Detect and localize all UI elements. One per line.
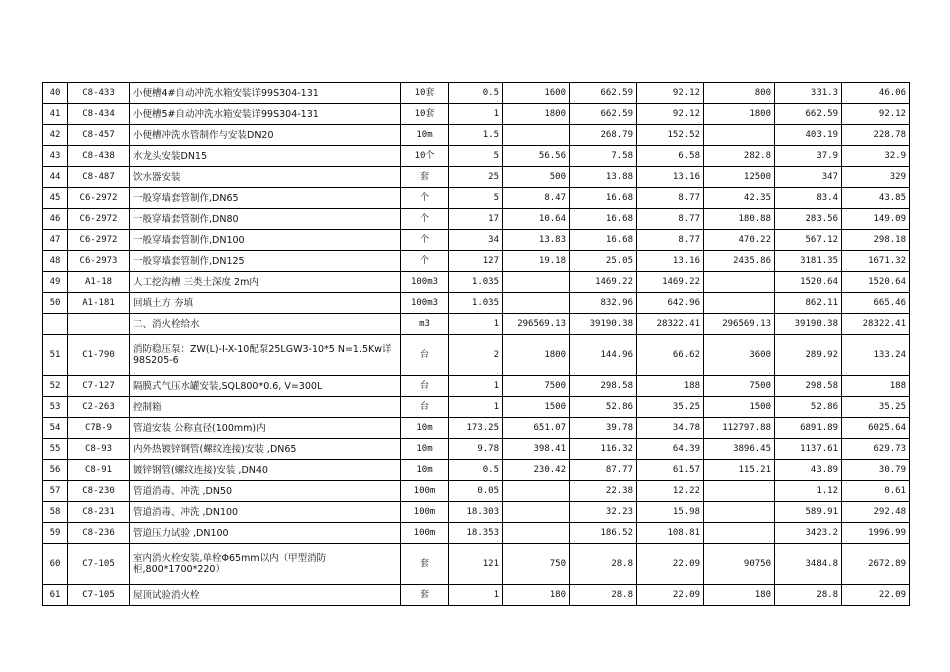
item-name-cell: 屋顶试验消火栓 [130,585,401,606]
total-price-cell: 28.8 [775,585,842,606]
total-base-price-cell: 1800 [704,104,775,125]
unit-cell: 10m [401,418,449,439]
total-labor-cost-cell: 32.9 [842,146,910,167]
unit-cell: m3 [401,314,449,335]
total-price-cell: 3181.35 [775,251,842,272]
unit-cell: 10m [401,460,449,481]
item-name-cell: 隔膜式气压水罐安装,SQL800*0.6, V=300L [130,376,401,397]
unit-cell: 10套 [401,83,449,104]
base-price-cell: 10.64 [503,209,570,230]
base-price-cell: 398.41 [503,439,570,460]
quantity-cell: 34 [449,230,503,251]
table-row [43,209,910,230]
total-labor-cost-cell: 292.48 [842,502,910,523]
table-row [43,439,910,460]
quantity-cell: 1.5 [449,125,503,146]
total-price-cell: 52.86 [775,397,842,418]
total-base-price-cell: 42.35 [704,188,775,209]
unit-cell: 个 [401,209,449,230]
total-price-cell: 3423.2 [775,523,842,544]
total-price-cell: 403.19 [775,125,842,146]
quantity-cell: 0.05 [449,481,503,502]
total-price-cell: 1.12 [775,481,842,502]
labor-cost-cell: 1469.22 [637,272,704,293]
unit-price-cell: 52.86 [570,397,637,418]
table-row [43,230,910,251]
item-name-cell: 一般穿墙套管制作,DN125 [130,251,401,272]
total-price-cell: 1520.64 [775,272,842,293]
total-base-price-cell: 282.8 [704,146,775,167]
total-base-price-cell: 1500 [704,397,775,418]
total-labor-cost-cell: 28322.41 [842,314,910,335]
total-price-cell: 83.4 [775,188,842,209]
unit-cell: 10套 [401,104,449,125]
total-base-price-cell: 2435.86 [704,251,775,272]
quantity-cell: 1 [449,397,503,418]
unit-cell: 10个 [401,146,449,167]
row-number-cell: 48 [43,251,68,272]
item-name-cell: 二、消火栓给水 [130,314,401,335]
unit-cell: 台 [401,335,449,376]
unit-price-cell: 832.96 [570,293,637,314]
quantity-cell: 1.035 [449,272,503,293]
table-row [43,272,910,293]
base-price-cell [503,272,570,293]
labor-cost-cell: 8.77 [637,188,704,209]
base-price-cell: 8.47 [503,188,570,209]
item-name-cell: 小便槽冲洗水管制作与安装DN20 [130,125,401,146]
labor-cost-cell: 642.96 [637,293,704,314]
quota-code-cell: C8-231 [68,502,130,523]
quantity-cell: 5 [449,188,503,209]
quantity-cell: 9.78 [449,439,503,460]
total-base-price-cell: 90750 [704,544,775,585]
table-row [43,146,910,167]
labor-cost-cell: 8.77 [637,209,704,230]
total-base-price-cell [704,125,775,146]
total-price-cell: 3484.8 [775,544,842,585]
base-price-cell: 750 [503,544,570,585]
labor-cost-cell: 64.39 [637,439,704,460]
labor-cost-cell: 22.09 [637,544,704,585]
quantity-cell: 173.25 [449,418,503,439]
base-price-cell: 19.18 [503,251,570,272]
total-base-price-cell: 180 [704,585,775,606]
unit-cell: 100m3 [401,293,449,314]
quantity-cell: 0.5 [449,460,503,481]
table-row [43,293,910,314]
labor-cost-cell: 34.78 [637,418,704,439]
quota-code-cell: C8-438 [68,146,130,167]
quota-code-cell: C8-434 [68,104,130,125]
row-number-cell: 42 [43,125,68,146]
quota-code-cell [68,314,130,335]
table-body [43,83,910,606]
total-labor-cost-cell: 0.61 [842,481,910,502]
total-base-price-cell [704,272,775,293]
base-price-cell: 180 [503,585,570,606]
labor-cost-cell: 188 [637,376,704,397]
table-row [43,585,910,606]
total-labor-cost-cell: 133.24 [842,335,910,376]
total-labor-cost-cell: 329 [842,167,910,188]
quantity-cell: 0.5 [449,83,503,104]
labor-cost-cell: 13.16 [637,167,704,188]
total-labor-cost-cell: 1996.99 [842,523,910,544]
row-number-cell [43,314,68,335]
table-row [43,104,910,125]
item-name-cell: 管道安装 公称直径(100mm)内 [130,418,401,439]
total-base-price-cell [704,502,775,523]
quota-code-cell: A1-18 [68,272,130,293]
quota-code-cell: C8-236 [68,523,130,544]
labor-cost-cell: 92.12 [637,83,704,104]
unit-price-cell: 87.77 [570,460,637,481]
labor-cost-cell: 61.57 [637,460,704,481]
unit-price-cell: 25.05 [570,251,637,272]
table-row [43,188,910,209]
labor-cost-cell: 6.58 [637,146,704,167]
total-base-price-cell: 800 [704,83,775,104]
base-price-cell: 1500 [503,397,570,418]
row-number-cell: 57 [43,481,68,502]
unit-cell: 个 [401,230,449,251]
unit-cell: 10m [401,439,449,460]
table-row [43,481,910,502]
base-price-cell: 651.07 [503,418,570,439]
table-row [43,83,910,104]
base-price-cell: 500 [503,167,570,188]
total-base-price-cell: 296569.13 [704,314,775,335]
base-price-cell: 56.56 [503,146,570,167]
total-labor-cost-cell: 6025.64 [842,418,910,439]
row-number-cell: 49 [43,272,68,293]
quantity-cell: 1 [449,585,503,606]
unit-cell: 个 [401,188,449,209]
base-price-cell [503,523,570,544]
total-labor-cost-cell: 1520.64 [842,272,910,293]
unit-price-cell: 16.68 [570,230,637,251]
quota-code-cell: C8-433 [68,83,130,104]
table-row [43,418,910,439]
unit-cell: 台 [401,376,449,397]
total-price-cell: 283.56 [775,209,842,230]
quota-code-cell: C8-487 [68,167,130,188]
labor-cost-cell: 8.77 [637,230,704,251]
item-name-cell: 管道消毒、冲洗 ,DN100 [130,502,401,523]
table-row [43,251,910,272]
total-price-cell: 862.11 [775,293,842,314]
total-labor-cost-cell: 43.85 [842,188,910,209]
item-name-cell: 室内消火栓安装,单栓Φ65mm以内（甲型消防柜,800*1700*220） [130,544,401,585]
quota-code-cell: A1-181 [68,293,130,314]
labor-cost-cell: 28322.41 [637,314,704,335]
total-price-cell: 589.91 [775,502,842,523]
base-price-cell [503,125,570,146]
quota-code-cell: C2-263 [68,397,130,418]
labor-cost-cell: 66.62 [637,335,704,376]
total-base-price-cell: 7500 [704,376,775,397]
total-labor-cost-cell: 2672.89 [842,544,910,585]
total-labor-cost-cell: 30.79 [842,460,910,481]
total-base-price-cell: 115.21 [704,460,775,481]
total-base-price-cell: 180.88 [704,209,775,230]
table-row [43,376,910,397]
total-price-cell: 39190.38 [775,314,842,335]
quantity-cell: 1 [449,376,503,397]
item-name-cell: 管道压力试验 ,DN100 [130,523,401,544]
unit-cell: 套 [401,585,449,606]
row-number-cell: 59 [43,523,68,544]
total-base-price-cell [704,293,775,314]
total-labor-cost-cell: 188 [842,376,910,397]
base-price-cell: 1800 [503,335,570,376]
quota-code-cell: C1-790 [68,335,130,376]
item-name-cell: 小便槽5#自动冲洗水箱安装详99S304-131 [130,104,401,125]
item-name-cell: 饮水器安装 [130,167,401,188]
row-number-cell: 40 [43,83,68,104]
unit-cell: 100m [401,523,449,544]
quantity-cell: 25 [449,167,503,188]
item-name-cell: 消防稳压泵：ZW(L)-I-X-10配泵25LGW3-10*5 N=1.5Kw详98S205-6 [130,335,401,376]
unit-price-cell: 39190.38 [570,314,637,335]
total-labor-cost-cell: 149.09 [842,209,910,230]
total-price-cell: 1137.61 [775,439,842,460]
item-name-cell: 小便槽4#自动冲洗水箱安装详99S304-131 [130,83,401,104]
total-price-cell: 331.3 [775,83,842,104]
unit-cell: 100m [401,502,449,523]
base-price-cell: 296569.13 [503,314,570,335]
table-row [43,502,910,523]
unit-cell: 台 [401,397,449,418]
total-price-cell: 662.59 [775,104,842,125]
table-row [43,314,910,335]
quota-code-cell: C7-105 [68,544,130,585]
table-row [43,523,910,544]
unit-price-cell: 268.79 [570,125,637,146]
base-price-cell: 13.83 [503,230,570,251]
total-base-price-cell: 12500 [704,167,775,188]
total-base-price-cell: 3600 [704,335,775,376]
total-labor-cost-cell: 629.73 [842,439,910,460]
item-name-cell: 镀锌钢管(螺纹连接)安装 ,DN40 [130,460,401,481]
total-labor-cost-cell: 22.09 [842,585,910,606]
item-name-cell: 一般穿墙套管制作,DN80 [130,209,401,230]
unit-price-cell: 298.58 [570,376,637,397]
quota-code-cell: C7-105 [68,585,130,606]
unit-price-cell: 28.8 [570,585,637,606]
total-labor-cost-cell: 46.06 [842,83,910,104]
row-number-cell: 52 [43,376,68,397]
quota-code-cell: C6-2972 [68,209,130,230]
base-price-cell: 7500 [503,376,570,397]
quantity-cell: 18.353 [449,523,503,544]
total-price-cell: 567.12 [775,230,842,251]
unit-price-cell: 116.32 [570,439,637,460]
unit-price-cell: 22.38 [570,481,637,502]
unit-price-cell: 144.96 [570,335,637,376]
total-base-price-cell [704,481,775,502]
base-price-cell [503,293,570,314]
unit-price-cell: 13.88 [570,167,637,188]
quantity-cell: 18.303 [449,502,503,523]
item-name-cell: 内外热镀锌钢管(螺纹连接)安装 ,DN65 [130,439,401,460]
unit-cell: 套 [401,544,449,585]
table-row [43,167,910,188]
budget-table [42,82,910,606]
row-number-cell: 43 [43,146,68,167]
total-labor-cost-cell: 298.18 [842,230,910,251]
quantity-cell: 1 [449,314,503,335]
row-number-cell: 47 [43,230,68,251]
base-price-cell [503,502,570,523]
total-labor-cost-cell: 228.78 [842,125,910,146]
quantity-cell: 2 [449,335,503,376]
item-name-cell: 管道消毒、冲洗 ,DN50 [130,481,401,502]
labor-cost-cell: 12.22 [637,481,704,502]
table-row [43,460,910,481]
item-name-cell: 控制箱 [130,397,401,418]
unit-cell: 100m [401,481,449,502]
quota-code-cell: C7-127 [68,376,130,397]
unit-cell: 100m3 [401,272,449,293]
base-price-cell: 230.42 [503,460,570,481]
quota-code-cell: C6-2972 [68,188,130,209]
table-row [43,397,910,418]
quantity-cell: 17 [449,209,503,230]
labor-cost-cell: 22.09 [637,585,704,606]
row-number-cell: 61 [43,585,68,606]
quota-code-cell: C6-2972 [68,230,130,251]
row-number-cell: 60 [43,544,68,585]
unit-price-cell: 662.59 [570,104,637,125]
item-name-cell: 一般穿墙套管制作,DN65 [130,188,401,209]
unit-price-cell: 39.78 [570,418,637,439]
row-number-cell: 58 [43,502,68,523]
item-name-cell: 回填土方 夯填 [130,293,401,314]
total-price-cell: 289.92 [775,335,842,376]
unit-cell: 套 [401,167,449,188]
row-number-cell: 54 [43,418,68,439]
labor-cost-cell: 108.81 [637,523,704,544]
total-base-price-cell: 3896.45 [704,439,775,460]
total-labor-cost-cell: 665.46 [842,293,910,314]
row-number-cell: 41 [43,104,68,125]
row-number-cell: 56 [43,460,68,481]
unit-price-cell: 662.59 [570,83,637,104]
quantity-cell: 127 [449,251,503,272]
total-price-cell: 37.9 [775,146,842,167]
labor-cost-cell: 152.52 [637,125,704,146]
row-number-cell: 51 [43,335,68,376]
quota-code-cell: C6-2973 [68,251,130,272]
table-row [43,335,910,376]
base-price-cell [503,481,570,502]
quota-code-cell: C8-93 [68,439,130,460]
total-labor-cost-cell: 1671.32 [842,251,910,272]
quota-code-cell: C8-230 [68,481,130,502]
unit-price-cell: 16.68 [570,188,637,209]
total-base-price-cell: 470.22 [704,230,775,251]
labor-cost-cell: 35.25 [637,397,704,418]
table-row [43,125,910,146]
total-price-cell: 43.89 [775,460,842,481]
item-name-cell: 人工挖沟槽 三类土深度 2m内 [130,272,401,293]
total-price-cell: 298.58 [775,376,842,397]
quota-code-cell: C8-91 [68,460,130,481]
labor-cost-cell: 92.12 [637,104,704,125]
unit-price-cell: 16.68 [570,209,637,230]
total-labor-cost-cell: 35.25 [842,397,910,418]
quantity-cell: 1.035 [449,293,503,314]
row-number-cell: 44 [43,167,68,188]
row-number-cell: 45 [43,188,68,209]
budget-sheet [42,82,910,606]
quantity-cell: 121 [449,544,503,585]
quota-code-cell: C7B-9 [68,418,130,439]
row-number-cell: 55 [43,439,68,460]
base-price-cell: 1600 [503,83,570,104]
item-name-cell: 水龙头安装DN15 [130,146,401,167]
row-number-cell: 46 [43,209,68,230]
total-base-price-cell [704,523,775,544]
row-number-cell: 50 [43,293,68,314]
total-price-cell: 6891.89 [775,418,842,439]
unit-price-cell: 7.58 [570,146,637,167]
unit-price-cell: 186.52 [570,523,637,544]
total-base-price-cell: 112797.88 [704,418,775,439]
labor-cost-cell: 13.16 [637,251,704,272]
unit-price-cell: 28.8 [570,544,637,585]
unit-cell: 个 [401,251,449,272]
quantity-cell: 5 [449,146,503,167]
labor-cost-cell: 15.98 [637,502,704,523]
item-name-cell: 一般穿墙套管制作,DN100 [130,230,401,251]
base-price-cell: 1800 [503,104,570,125]
unit-price-cell: 1469.22 [570,272,637,293]
row-number-cell: 53 [43,397,68,418]
unit-price-cell: 32.23 [570,502,637,523]
total-labor-cost-cell: 92.12 [842,104,910,125]
table-row [43,544,910,585]
quantity-cell: 1 [449,104,503,125]
quota-code-cell: C8-457 [68,125,130,146]
unit-cell: 10m [401,125,449,146]
total-price-cell: 347 [775,167,842,188]
